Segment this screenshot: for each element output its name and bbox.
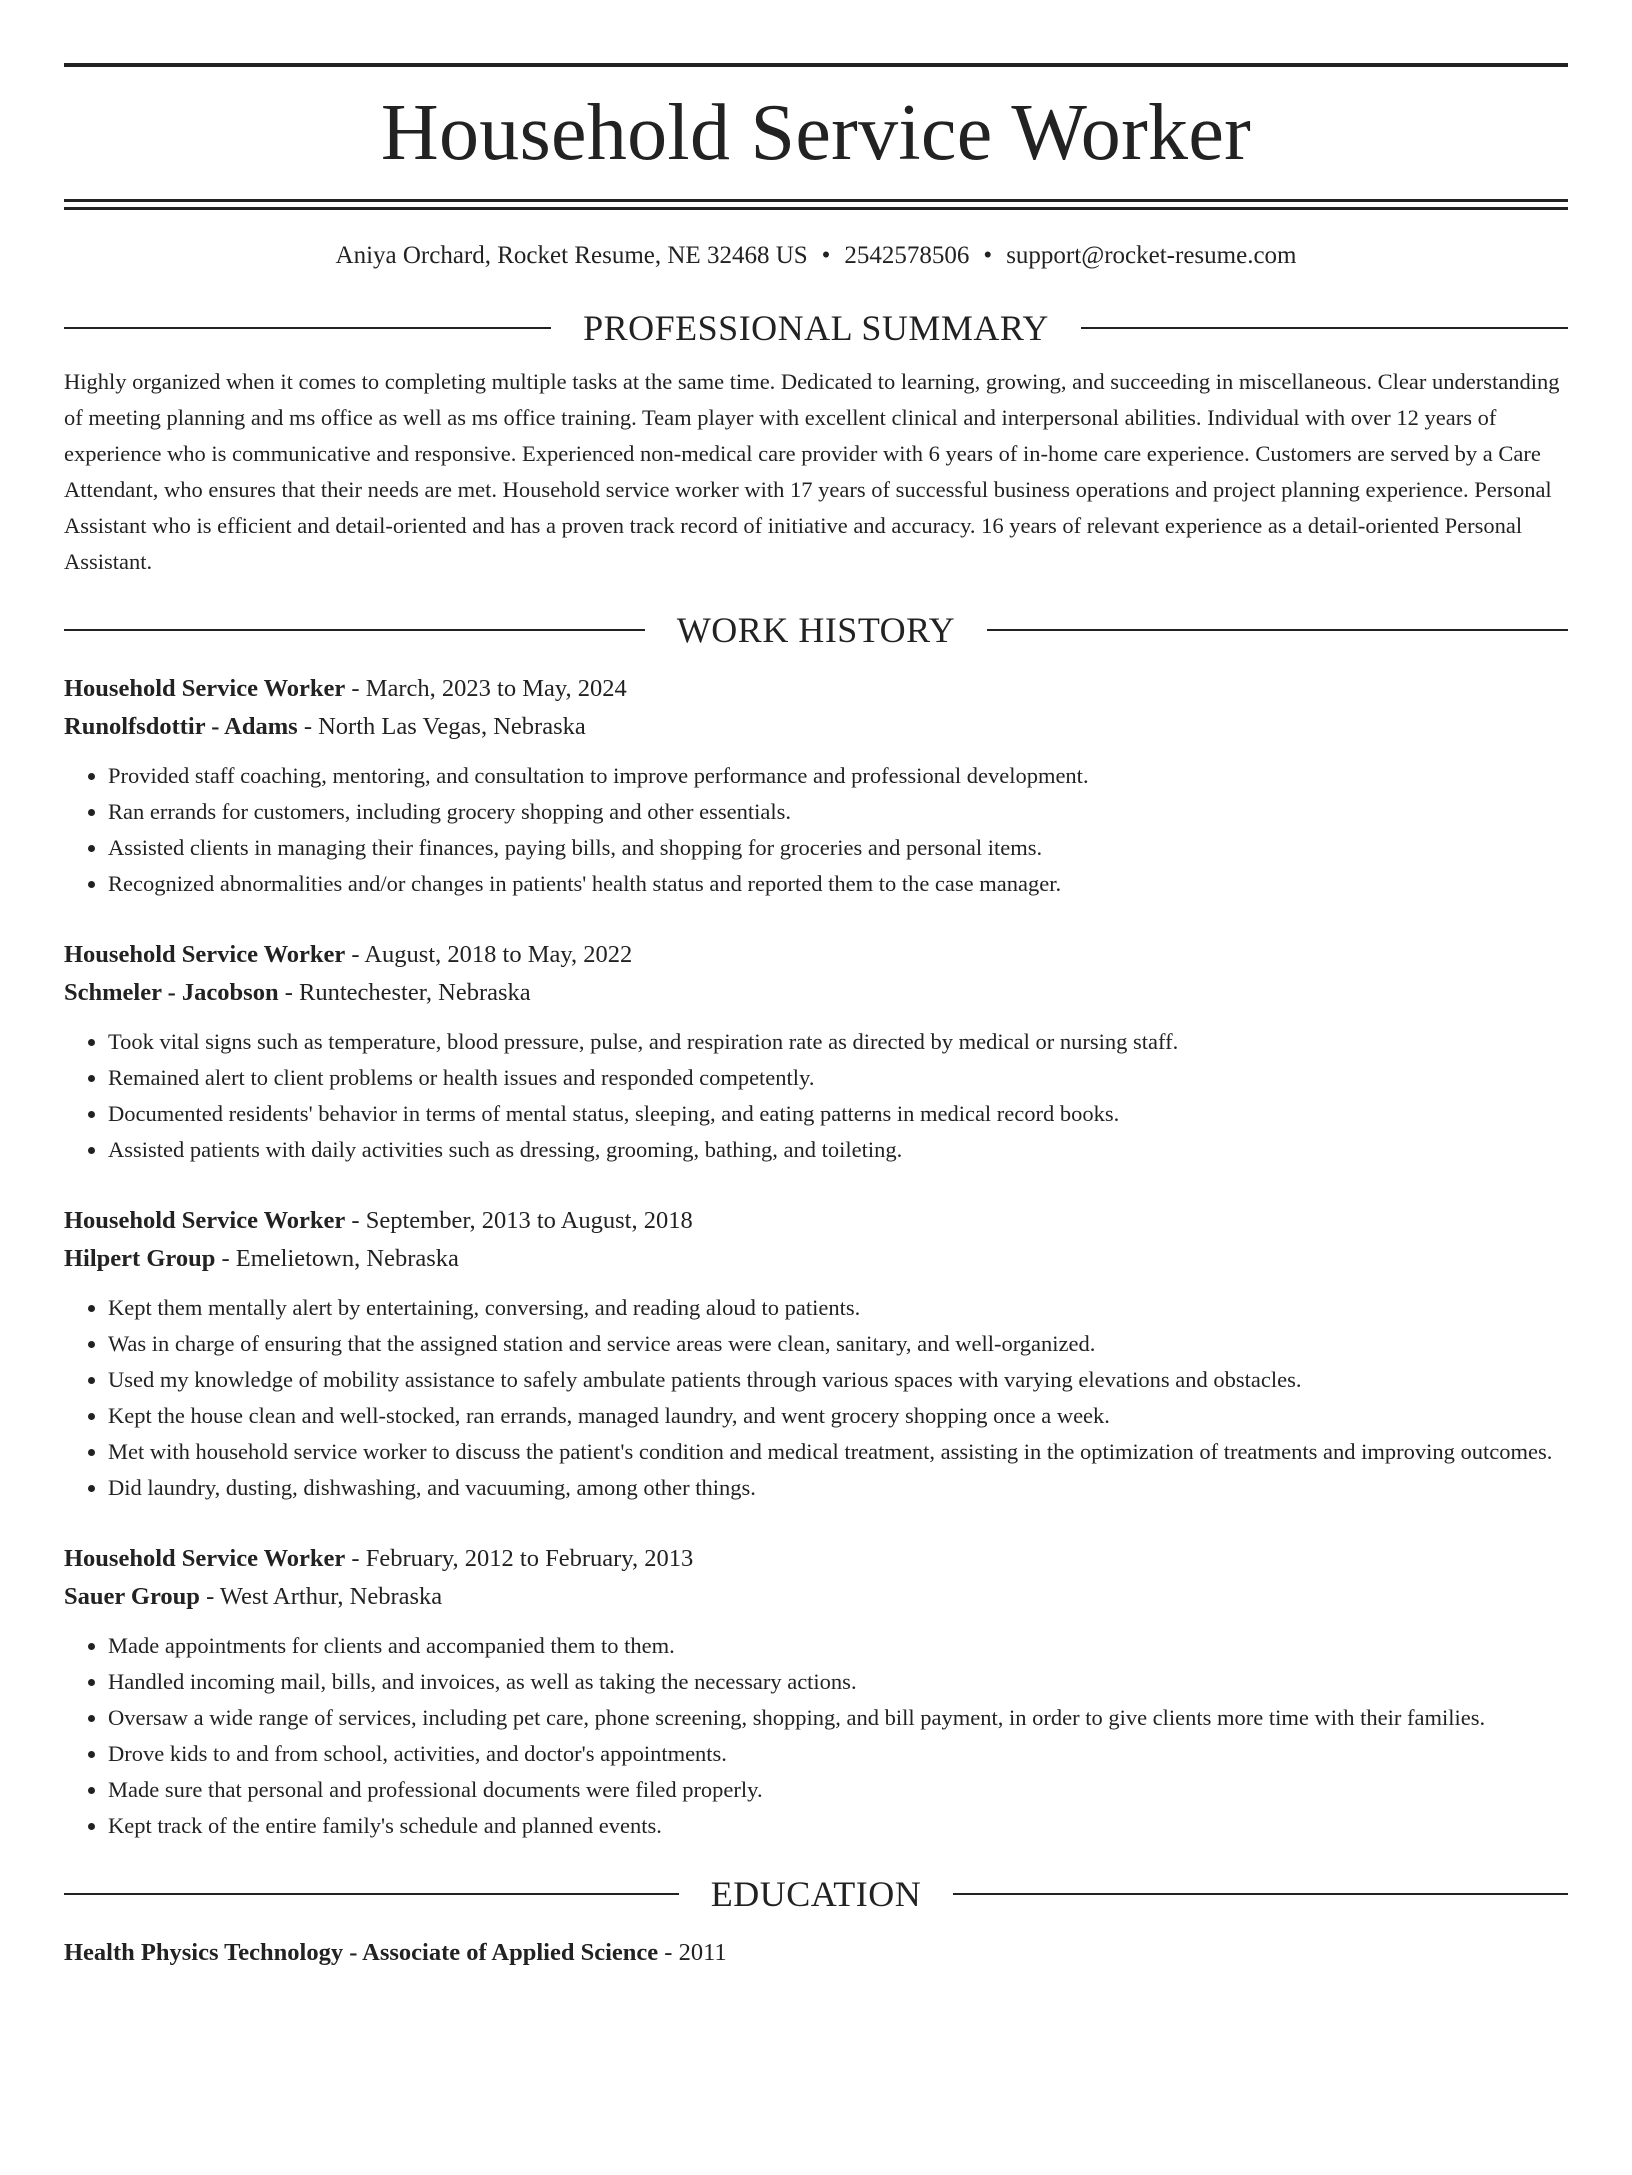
job-entry (64, 1540, 1568, 1844)
job-location: - North Las Vegas, Nebraska (297, 713, 586, 740)
job-bullet: • Used my knowledge of mobility assistance to safely ambulate patients through various spaces with varying elevations and obstacles. (108, 1362, 1568, 1398)
job-bullet: • Did laundry, dusting, dishwashing, and vacuuming, among other things. (108, 1470, 1568, 1506)
job-company: Runolfsdottir - Adams (64, 713, 298, 740)
top-rule (64, 63, 1568, 67)
title-double-rule (64, 199, 1568, 210)
job-bullet: • Made sure that personal and professional documents were filed properly. (108, 1772, 1568, 1808)
job-bullet: • Was in charge of ensuring that the assigned station and service areas were clean, sanitary, and well-organized. (108, 1326, 1568, 1362)
job-company: Sauer Group (64, 1583, 200, 1610)
contact-email: support@rocket-resume.com (1006, 242, 1297, 269)
job-dates: - September, 2013 to August, 2018 (345, 1207, 693, 1234)
job-title-line (64, 1540, 1568, 1578)
heading-rule-left (64, 1893, 679, 1895)
job-company: Hilpert Group (64, 1245, 216, 1272)
job-company-line (64, 1240, 1568, 1278)
job-bullet: • Drove kids to and from school, activities, and doctor's appointments. (108, 1736, 1568, 1772)
job-title-line (64, 1202, 1568, 1240)
job-bullet: • Took vital signs such as temperature, blood pressure, pulse, and respiration rate as directed by medical or nursing staff. (108, 1024, 1568, 1060)
job-bullet: • Met with household service worker to discuss the patient's condition and medical treatment, assisting in the optimization of treatments and improving outcomes. (108, 1434, 1568, 1470)
summary-heading-text: PROFESSIONAL SUMMARY (583, 308, 1049, 348)
job-bullet: • Handled incoming mail, bills, and invoices, as well as taking the necessary actions. (108, 1664, 1568, 1700)
summary-text: Highly organized when it comes to completing multiple tasks at the same time. Dedicated to learning, growing, and succeeding in miscellaneous. Clear understanding of meeting planning and ms office as well as ms office training. Team player with excellent clinical and interpersonal abilities. Individual with over 12 years of experience who is communicative and responsive. Experienced non-medical care provider with 6 years of in-home care experience. Customers are served by a Care Attendant, who ensures that their needs are met. Household service worker with 17 years of successful business operations and project planning experience. Personal Assistant who is efficient and detail-oriented and has a proven track record of initiative and accuracy. 16 years of relevant experience as a detail-oriented Personal Assistant. (64, 369, 1560, 574)
contact-phone: 2542578506 (844, 242, 970, 269)
heading-rule-right (953, 1893, 1568, 1895)
education-degree: Health Physics Technology - Associate of Applied Science (64, 1939, 659, 1966)
education-entry (64, 1934, 1568, 1972)
contact-separator: • (983, 242, 993, 269)
education-heading (64, 1872, 1568, 1916)
job-dates: - March, 2023 to May, 2024 (345, 675, 627, 702)
job-title-line (64, 936, 1568, 974)
job-bullet: • Assisted clients in managing their finances, paying bills, and shopping for groceries and personal items. (108, 830, 1568, 866)
job-location: - Runtechester, Nebraska (278, 979, 531, 1006)
job-dates: - February, 2012 to February, 2013 (345, 1545, 694, 1572)
contact-address: Aniya Orchard, Rocket Resume, NE 32468 US (335, 242, 808, 269)
job-bullets (64, 1628, 1568, 1844)
work-heading (64, 608, 1568, 652)
resume-title: Household Service Worker (380, 89, 1252, 177)
job-company-line (64, 708, 1568, 746)
job-bullet: • Made appointments for clients and accompanied them to them. (108, 1628, 1568, 1664)
heading-rule-right (987, 629, 1568, 631)
job-title: Household Service Worker (64, 941, 346, 968)
job-bullet: • Kept track of the entire family's schedule and planned events. (108, 1808, 1568, 1844)
heading-rule-left (64, 629, 645, 631)
work-heading-text: WORK HISTORY (676, 610, 956, 650)
job-entry (64, 936, 1568, 1168)
heading-rule-left (64, 327, 551, 329)
job-title: Household Service Worker (64, 1545, 346, 1572)
job-entry (64, 1202, 1568, 1506)
education-heading-text: EDUCATION (710, 1874, 922, 1914)
job-company-line (64, 1578, 1568, 1616)
job-bullet: • Kept them mentally alert by entertaining, conversing, and reading aloud to patients. (108, 1290, 1568, 1326)
job-company-line (64, 974, 1568, 1012)
job-bullet: • Oversaw a wide range of services, including pet care, phone screening, shopping, and bill payment, in order to give clients more time with their families. (108, 1700, 1568, 1736)
job-location: - West Arthur, Nebraska (199, 1583, 443, 1610)
job-bullet: • Documented residents' behavior in terms of mental status, sleeping, and eating patterns in medical record books. (108, 1096, 1568, 1132)
job-bullet: • Recognized abnormalities and/or changes in patients' health status and reported them to the case manager. (108, 866, 1568, 902)
job-bullets (64, 758, 1568, 902)
job-title: Household Service Worker (64, 675, 346, 702)
job-bullets (64, 1024, 1568, 1168)
job-bullet: • Kept the house clean and well-stocked, ran errands, managed laundry, and went grocery shopping once a week. (108, 1398, 1568, 1434)
contact-separator: • (821, 242, 831, 269)
summary-heading (64, 306, 1568, 350)
contact-line (64, 240, 1568, 272)
job-entry (64, 670, 1568, 902)
job-bullet: • Remained alert to client problems or health issues and responded competently. (108, 1060, 1568, 1096)
resume-page (0, 63, 1632, 2175)
job-company: Schmeler - Jacobson (64, 979, 279, 1006)
job-bullets (64, 1290, 1568, 1506)
job-title-line (64, 670, 1568, 708)
job-bullet: • Ran errands for customers, including grocery shopping and other essentials. (108, 794, 1568, 830)
heading-rule-right (1081, 327, 1568, 329)
job-dates: - August, 2018 to May, 2022 (345, 941, 633, 968)
education-year: - 2011 (658, 1939, 727, 1966)
job-bullet: • Assisted patients with daily activities such as dressing, grooming, bathing, and toileting. (108, 1132, 1568, 1168)
job-bullet: • Provided staff coaching, mentoring, and consultation to improve performance and professional development. (108, 758, 1568, 794)
job-title: Household Service Worker (64, 1207, 346, 1234)
job-location: - Emelietown, Nebraska (215, 1245, 459, 1272)
